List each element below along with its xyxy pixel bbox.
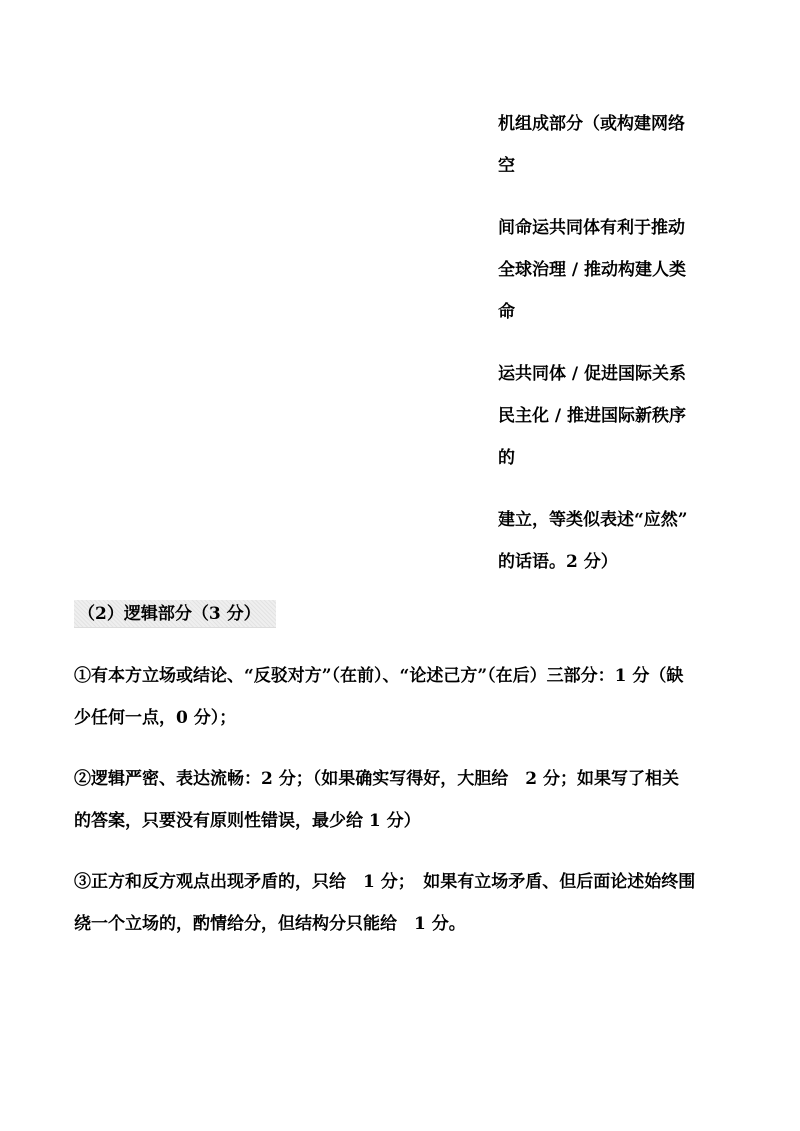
- paragraph-line: ①有本方立场或结论、“反驳对方”（在前）、“论述己方”（在后）三部分：1 分（缺: [74, 666, 684, 686]
- text-line: 建立，等类似表述“应然”: [498, 510, 688, 530]
- right-column-text: [498, 103, 718, 583]
- paragraph-line: ②逻辑严密、表达流畅：2 分；（如果确实写得好，大胆给 2 分；如果写了相关: [74, 769, 679, 789]
- scoring-criterion-1: [74, 655, 734, 739]
- text-line: 的: [498, 448, 515, 468]
- scoring-criterion-3: [74, 861, 734, 945]
- paragraph-line: 的答案，只要没有原则性错误，最少给 1 分）: [74, 811, 421, 831]
- text-line: 的话语。2 分）: [498, 552, 618, 572]
- scoring-criterion-2: [74, 758, 734, 842]
- text-line: 空: [498, 156, 515, 176]
- section-heading: （2）逻辑部分（3 分）: [74, 600, 276, 628]
- text-line: 运共同体 / 促进国际关系: [498, 364, 687, 384]
- text-line: 命: [498, 302, 515, 322]
- paragraph-line: ③正方和反方观点出现矛盾的，只给 1 分； 如果有立场矛盾、但后面论述始终围: [74, 872, 696, 892]
- text-line: 全球治理 / 推动构建人类: [498, 260, 687, 280]
- paragraph-line: 绕一个立场的，酌情给分，但结构分只能给 1 分。: [74, 914, 466, 934]
- paragraph-line: 少任何一点，0 分）；: [74, 708, 237, 728]
- text-line: 机组成部分（或构建网络: [498, 114, 685, 134]
- text-line: 间命运共同体有利于推动: [498, 218, 685, 238]
- text-line: 民主化 / 推进国际新秩序: [498, 406, 687, 426]
